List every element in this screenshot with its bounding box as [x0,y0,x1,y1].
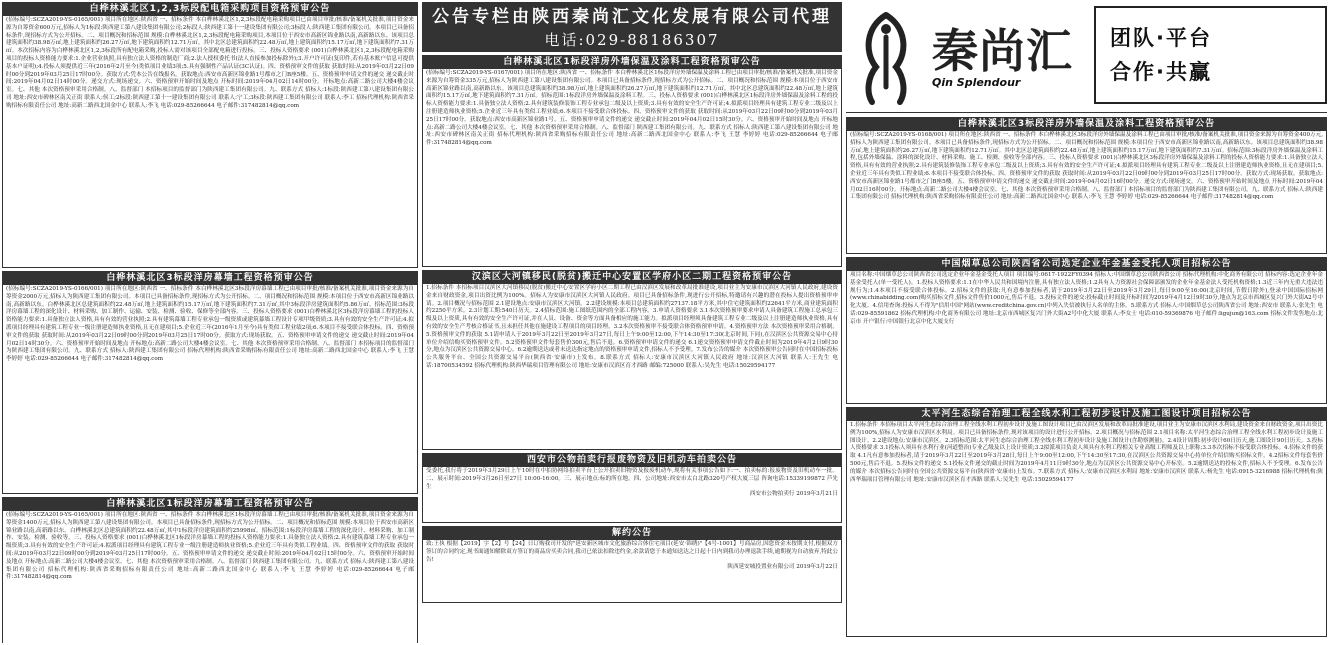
notice-title: 白桦林溪北区3标段洋房幕墙工程资格预审公告 [3,272,417,285]
notice-title: 西安市公物拍卖行报废物资及旧机动车拍卖公告 [423,454,841,467]
notice-tobacco-annuity [846,257,1327,404]
notice-body: (招标编号:SCZA2019-YS-0166/001) 项目所在地区:陕西省 一、招标条件 本白桦林溪北区3标段洋房幕墙工程已由项目审批/核准/备案机关批准,项目资金来源为自筹资金2000万元,招标人为陕西建工集团有限公司。本项目已具备招标条件,现招标方式为公开招标。二、项目概况和招标范围 规模:本项目位于西安市高新区锦业路以南,高新路以东。白桦林溪北区总建筑面积约22.48万㎡,地上建筑面积约15.17万㎡,地下建筑面积约7.31万㎡,其中3标段洋房建筑面积约5.86万㎡。招标范围:3标段洋房幕墙工程的深化设计、材料采购、加工制作、运输、安装、检测、验收、保修等全部内容。三、投标人资格要求 (001)白桦林溪北区3标段洋房幕墙工程的投标人资格能力要求:1.具备独立法人资格,具有有效的营业执照;2.具有建筑幕墙工程专业承包一级资质或建筑幕墙工程设计专项甲级资质;3.具有有效的安全生产许可证;4.拟派项目经理具有建筑工程专业一级注册建造师执业资格,且无在建项目;5.企业近三年(2016年1月至今)具有类似工程业绩2项;6.本项目不接受联合体投标。四、资格预审文件的获取 获取时间:从2019年03月22日09时00分到2019年03月25日17时00分。获取方式:现场获取。五、资格预审申请文件的递交 递交截止时间:2019年04月02日14时30分。六、资格预审开始时间及地点 开标地点:高新二路公司大楼4楼会议室。七、其他 本次资格预审采用合格制。八、监督部门 本招标项目的监督部门为陕西建工集团有限公司。九、联系方式 招标人:陕西建工集团有限公司 招标代理机构:陕西省采购招标有限责任公司 地址:高新二路西北国金中心 联系人:李飞 王慧 李婷婷 电话:029-85266644 电子邮件:317482814@qq.com [6,286,414,363]
notice-body: (招标编号:SCZA2019-YS-0165/001) 项目所在地区:陕西省 一、招标条件 本白桦林溪北区1,2,3标段配电箱采购项目已由项目审批/核准/备案机关批准,项目资金来源为自筹资金600万元,招标人为1标段:陕西建工第八建设集团有限公司;2标段人:陕西建工第十一建设集团有限公司;3标段人:陕西建工集团有限公司。本项目已具备招标条件,现招标方式为公开招标。二、项目概况和招标范围 规模:白桦林溪北区1,2,3标段配电箱采购项目,本项目位于西安市高新区锦业路以南,高新路以东。该项目总建筑面积约38.98万㎡,地上建筑面积约26.27万㎡,地下建筑面积约12.71万㎡。其中北区总建筑面积约22.48万㎡,地上建筑面积约15.17万㎡,地下建筑面积约7.31万㎡。本次招标内容为白桦林溪北区1,2,3标段所有配电箱采购,投标人需对该项目全部配电箱进行投标。三、投标人资格要求 (001)白桦林溪北区1,2,3标段配电箱采购项目的投标人资格能力要求:1.企业营业执照,具有独立法人资格的制造厂商;2.法人授权委托书(法人直接参加投标除外);3.开户许可证(复印件,若有基本账户信息可提供基本户证明);4.投标人须提供近三年(2016年2月至今)类似项目业绩3项;5.具有强制性产品认证(3C认证)。四、资格预审文件的获取 获取时间:从2019年03月22日09时00分到2019年03月25日17时00分。获取方式:凭本公告在线报名。获取地点:西安市高新区锦业路1号都市之门B座5楼。五、资格预审申请文件的递交 递交截止时间:2019年04月02日14时00分。递交方式:现场递交。六、资格预审开始时间及地点 开标时间:2019年04月02日14时00分。开标地点:高新二路公司大楼4楼会议室。七、其他 本次资格预审采用合格制。八、监督部门 本招标项目的监督部门为陕西建工集团有限公司。九、联系方式 招标人:1标段:陕西建工第八建设集团有限公司 地址:西安市碑林区南关正街 联系人:侯工;2标段:陕西建工第十一建设集团有限公司 联系人:宁工;3标段:陕西建工集团有限公司 联系人:李工 招标代理机构:陕西省采购招标有限责任公司 地址:高新二路西北国金中心 联系人:李飞 电话:029-85266644 电子邮件:317482814@qq.com [6,17,414,109]
notice-cancellation [422,526,842,603]
notice-body: 致:王执 根据【2019】字【2】号【24】日订购我司开发的"延安新区城市文化旅游综合体住宅项目(延安·锦绣)"【4号-1001】号商品房,因您资金未按期支付,根据双方签订的合同约定,现书面通知解除双方签订的商品房买卖合同,我司已依法扣除违约金,余款请您于本通知送达之日起十日内到我司办理退款手续,逾期视为自动放弃,特此公告! [426,541,838,563]
brand-header [846,2,1327,113]
notice-title: 太平河生态综合治理工程全线水利工程初步设计及施工图设计项目招标公告 [847,408,1326,421]
notice-title: 白桦林溪北区1标段洋房幕墙工程资格预审公告 [3,498,417,511]
notice-signature: 西安市公物拍卖行 2019年3月21日 [749,491,838,498]
notice-title: 中国烟草总公司陕西省公司选定企业年金基金受托人项目招标公告 [847,258,1326,271]
column-middle [422,2,842,643]
notice-body: (招标编号:SCZA2019-YS-0168/001) 项目所在地区:陕西省 一、招标条件 本白桦林溪北区3标段洋房外墙保温及涂料工程已由项目审批/核准/备案机关批准,项目资金来源为自筹资金400万元,招标人为陕西建工集团有限公司。本项目已具备招标条件,现招标方式为公开招标。二、项目概况和招标范围 规模:本项目位于西安市高新区锦业路以南,高新路以东。该项目总建筑面积约38.98万㎡,地上建筑面积约26.27万㎡,地下建筑面积约12.71万㎡。其中北区总建筑面积约22.48万㎡,地上建筑面积约15.17万㎡,地下建筑面积约7.31万㎡。招标范围:3标段洋房外墙保温及涂料工程,包括外墙保温、涂料的深化设计、材料采购、施工、检测、验收等全部内容。三、投标人资格要求 (001)白桦林溪北区3标段洋房外墙保温及涂料工程的投标人资格能力要求:1.具备独立法人资格,具有有效的营业执照;2.具有建筑装修装饰工程专业承包二级及以上资质;3.具有有效的安全生产许可证;4.拟派项目经理具有建筑工程专业二级及以上注册建造师执业资格,且无在建项目;5.企业近三年具有类似工程业绩;6.本项目不接受联合体投标。四、资格预审文件的获取 获取时间:从2019年03月22日09时00分到2019年03月25日17时00分。获取方式:现场获取。获取地点:西安市高新区锦业路1号都市之门B座5楼。五、资格预审申请文件的递交 递交截止时间:2019年04月02日16时00分。递交方式:现场递交。六、资格预审开始时间及地点 开标时间:2019年04月02日16时00分。开标地点:高新二路公司大楼4楼会议室。七、其他 本次资格预审采用合格制。八、监督部门 本招标项目的监督部门为陕西建工集团有限公司。九、联系方式 招标人:陕西建工集团有限公司 招标代理机构:陕西省采购招标有限责任公司 地址:高新二路西北国金中心 联系人:李飞 王慧 李婷婷 电话:029-85266644 电子邮件:317482814@qq.com [850,132,1323,201]
notice-title: 白桦林溪北区1,2,3标段配电箱采购项目资格预审公告 [3,3,417,16]
column-left [2,2,418,643]
column-right [846,2,1327,643]
notice-resettlement [422,270,842,450]
agency-banner [422,2,842,52]
notice-title: 解约公告 [423,527,841,540]
banner-phone: 电话:029-88186307 [544,31,720,49]
notice-body: 受委托,我行将于2019年3月29日上午10时在中拍协网络拍卖平台上公开拍卖旧物资及报废机动车,现将有关事项公告如下:一、拍卖标的:报废物资及旧机动车一批。二、展示时间:2019年3月26日至27日 10:00-16:00。三、展示地点:标的所在地。四、公司地址:西安市太白北路320号产权大厦三层 咨询电话:15339199872 芦先生 [426,468,838,490]
notice-body: 项目名称:中国烟草总公司陕西省公司选定企业年金基金受托人项目 项目编号:0617-1922FY0394 招标人:中国烟草总公司陕西省公司 招标代理机构:中化商务有限公司 招标内容:选定企业年金基金受托人(单一受托人)。1.投标人资格要求:1.1在中华人民共和国境内注册,具有独立法人资格;1.2具有人力资源社会保障部颁发的企业年金基金法人受托机构资格;1.3近三年内无重大违法违规行为;1.4本项目不接受联合体投标。2.招标文件的获取:凡有意参加投标者,请于2019年3月22日至2019年3月29日,每日9:00至16:00(北京时间,节假日除外),登录中国国际招标网(www.chinabidding.com)购买招标文件,招标文件售价1000元,售后不退。3.投标文件的递交:投标截止时间及开标时间为2019年4月12日9时30分,地点为北京市西城区复兴门外大街A2号中化大厦。4.信用查询:投标人不得为"信用中国"网站(www.creditchina.gov.cn)中列入失信被执行人名单的主体。5.联系方式 招标人:中国烟草总公司陕西省公司 地址:西安市 联系人:张先生 电话:029-85591862 招标代理机构:中化商务有限公司 地址:北京市西城区复兴门外大街A2号中化大厦 联系人:李女士 电话:010-59369876 电子邮件:ligujun@163.com 招标文件发售地点:北京市 开户银行:中国银行北京中化大厦支行 [850,272,1323,325]
notice-curtain-wall-1 [2,497,418,643]
notice-body: 1.招标条件 本招标项目汉滨区大河镇移民(脱贫)搬迁中心安置区学府小区二期工程已由汉滨区发展和改革局批准建设,项目业主为安康市汉滨区大河镇人民政府,建设资金来自财政资金,项目出资比例为100%。招标人为安康市汉滨区大河镇人民政府。项目已具备招标条件,现进行公开招标,特邀请有兴趣的潜在投标人提出资格预审申请。2.项目概况与招标范围 2.1建设地点:安康市汉滨区大河镇。2.2建设规模:本项目总建筑面积约27137.18平方米,其中住宅建筑面积约22641平方米,商业建筑面积约2250平方米。2.3计划工期:540日历天。2.4招标范围:施工图纸范围内的全部工程内容。3.申请人资格要求 3.1本次资格预审要求申请人具备建筑工程施工总承包三级及以上资质,具有有效的安全生产许可证,并在人员、设备、资金等方面具备相应的施工能力。拟派项目经理须具备建筑工程专业二级及以上注册建造师执业资格,具有有效的安全生产考核合格证书,且未担任其他在施建设工程项目的项目经理。3.2本次资格预审不接受联合体资格预审申请。4.资格预审方法 本次资格预审采用合格制。5.资格预审文件的获取 5.1请申请人于2019年3月22日至2019年3月27日,每日上午9:00至12:00,下午14:30至17:30(北京时间,下同),在汉滨区公共资源交易中心持单位介绍信购买资格预审文件。5.2资格预审文件每套售价300元,售后不退。6.资格预审申请文件的递交 6.1递交资格预审申请文件截止时间为2019年4月2日9时30分,地点为汉滨区公共资源交易中心。6.2逾期送达或者未送达指定地点的资格预审申请文件,招标人不予受理。7.发布公告的媒介 本次资格预审公告同时在中国招标投标公共服务平台、全国公共资源交易平台(陕西省·安康市)上发布。8.联系方式 招标人:安康市汉滨区大河镇人民政府 地址:汉滨区大河镇 联系人:王先生 电话:18700534592 招标代理机构:陕西华瑞项目管理有限公司 地址:安康市汉滨区育才西路 邮编:725000 联系人:吴先生 电话:15029594177 [426,285,838,369]
notice-signature: 陕西延安城投置业有限公司 2019年3月22日 [727,564,838,571]
notice-distribution-box [2,2,418,268]
notice-river-design [846,407,1327,637]
brand-name-en: Qin Splendour [932,75,1021,89]
notice-curtain-wall-3 [2,271,418,494]
slogan-box [1094,6,1327,104]
notice-auction [422,453,842,523]
brand-name: 秦尚汇 [932,23,1073,78]
notice-title: 白桦林溪北区3标段洋房外墙保温及涂料工程资格预审公告 [847,118,1326,131]
slogan-line-2: 合作·共赢 [1110,60,1212,84]
brand-logo [846,2,1086,112]
slogan-line-1: 团队·平台 [1110,26,1212,50]
notice-insulation-1 [422,55,842,267]
notice-title: 白桦林溪北区1标段洋房外墙保温及涂料工程资格预审公告 [423,56,841,69]
notice-insulation-3 [846,117,1327,254]
ribbon-emblem-icon [846,7,926,107]
banner-title: 公告专栏由陕西秦尚汇文化发展有限公司代理 [432,7,832,27]
notice-title: 汉滨区大河镇移民(脱贫)搬迁中心安置区学府小区二期工程资格预审公告 [423,271,841,284]
notice-body: (招标编号:SCZA2019-YS-0165/001) 项目所在地区:陕西省 一、招标条件 本白桦林溪北区1标段洋房幕墙工程已由项目审批/核准/备案机关批准,项目资金来源为自筹资金1400万元,招标人为陕西建工第八建设集团有限公司。本项目已具备招标条件,现招标方式为公开招标。二、项目概况和招标范围 规模:本项目位于西安市高新区锦业路以南,高新路以东。白桦林溪北区总建筑面积约22.48万㎡,其中1标段洋房建筑面积约25998㎡。招标范围:1标段洋房幕墙工程的深化设计、材料采购、加工制作、安装、检测、验收等。三、投标人资格要求 (001)白桦林溪北区1标段洋房幕墙工程的投标人资格能力要求:1.具备独立法人资格;2.具有建筑幕墙工程专业承包一级资质;3.具有有效的安全生产许可证;4.拟派项目经理具有建筑工程专业一级注册建造师执业资格;5.企业近三年具有类似工程业绩。四、资格预审文件的获取 获取时间:从2019年03月22日09时00分到2019年03月25日17时00分。五、资格预审申请文件的递交 递交截止时间:2019年04月02日15时00分。六、资格预审开始时间及地点 开标地点:高新二路公司大楼4楼会议室。七、其他 本次资格预审采用合格制。八、监督部门 陕西建工集团有限公司。九、联系方式 招标人:陕西建工第八建设集团有限公司 招标代理机构:陕西省采购招标有限责任公司 地址:高新二路西北国金中心 联系人:李飞 王慧 李婷婷 电话:029-85266644 电子邮件:317482814@qq.com [6,512,414,581]
notice-body: (招标编号:SCZA2019-YS-0167/001) 项目所在地区:陕西省 一、招标条件 本白桦林溪北区1标段洋房外墙保温及涂料工程已由项目审批/核准/备案机关批准,项目资金来源为自筹资金335万元,招标人为陕西建工第八建设集团有限公司。本项目已具备招标条件,现招标方式为公开招标。二、项目概况和招标范围 规模:本项目位于西安市高新区锦业路以南,高新路以东。该项目总建筑面积约38.98万㎡,地上建筑面积约26.27万㎡,地下建筑面积约12.71万㎡。其中北区总建筑面积约22.48万㎡,地上建筑面积约15.17万㎡,地下建筑面积约7.31万㎡。招标范围:1标段洋房外墙保温及涂料工程。三、投标人资格要求 (001)白桦林溪北区1标段洋房外墙保温及涂料工程的投标人资格能力要求:1.具备独立法人资格;2.具有建筑装修装饰工程专业承包二级及以上资质;3.具有有效的安全生产许可证;4.拟派项目经理具有建筑工程专业二级及以上注册建造师执业资格;5.企业近三年具有类似工程业绩;6.本项目不接受联合体投标。四、资格预审文件的获取 获取时间:从2019年03月22日09时00分到2019年03月25日17时00分。获取地点:西安市高新区锦业路1号。五、资格预审申请文件的递交 递交截止时间:2019年04月02日15时30分。六、资格预审开始时间及地点 开标地点:高新二路公司大楼4楼会议室。七、其他 本次资格预审采用合格制。八、监督部门 陕西建工集团有限公司。九、联系方式 招标人:陕西建工第八建设集团有限公司 地址:西安市碑林区南关正街 招标代理机构:陕西省采购招标有限责任公司 地址:高新二路西北国金中心 联系人:李飞 王慧 李婷婷 电话:029-85266644 电子邮件:317482814@qq.com [426,70,838,147]
notice-body: 1.招标条件 本招标项目太平河生态综合治理工程全线水利工程初步设计及施工图设计项目已由汉滨区发展和改革局批准建设,项目业主为安康市汉滨区水利局,建设资金来自财政资金,项目出资比例为100%,招标人为安康市汉滨区水利局。项目已具备招标条件,现对该项目的设计进行公开招标。2.项目概况与招标范围 2.1项目名称:太平河生态综合治理工程全线水利工程初步设计及施工图设计。2.2建设地点:安康市汉滨区。2.3招标范围:太平河生态综合治理工程全线水利工程初步设计及施工图设计(含勘察测量)。2.4设计周期:初步设计60日历天,施工图设计90日历天。3.投标人资格要求 3.1投标人须具有水利行业(河道整治)专业乙级及以上设计资质;3.2拟派项目负责人须具有水利工程相关专业高级工程师及以上职称;3.3本次招标不接受联合体投标。4.招标文件的获取 4.1凡有意参加投标者,请于2019年3月22日至2019年3月28日,每日上午9:00至12:00,下午14:30至17:30,在汉滨区公共资源交易中心持单位介绍信购买招标文件。4.2招标文件每套售价500元,售后不退。5.投标文件的递交 5.1投标文件递交的截止时间为2019年4月11日9时30分,地点为汉滨区公共资源交易中心开标室。5.2逾期送达的投标文件,招标人不予受理。6.发布公告的媒介 本次招标公告同时在全国公共资源交易平台(陕西省·安康市)上发布。7.联系方式 招标人:安康市汉滨区水利局 地址:安康市汉滨区 联系人:杨先生 电话:0915-3216988 招标代理机构:陕西华瑞项目管理有限公司 地址:安康市汉滨区育才西路 联系人:吴先生 电话:15029594177 [850,422,1323,483]
